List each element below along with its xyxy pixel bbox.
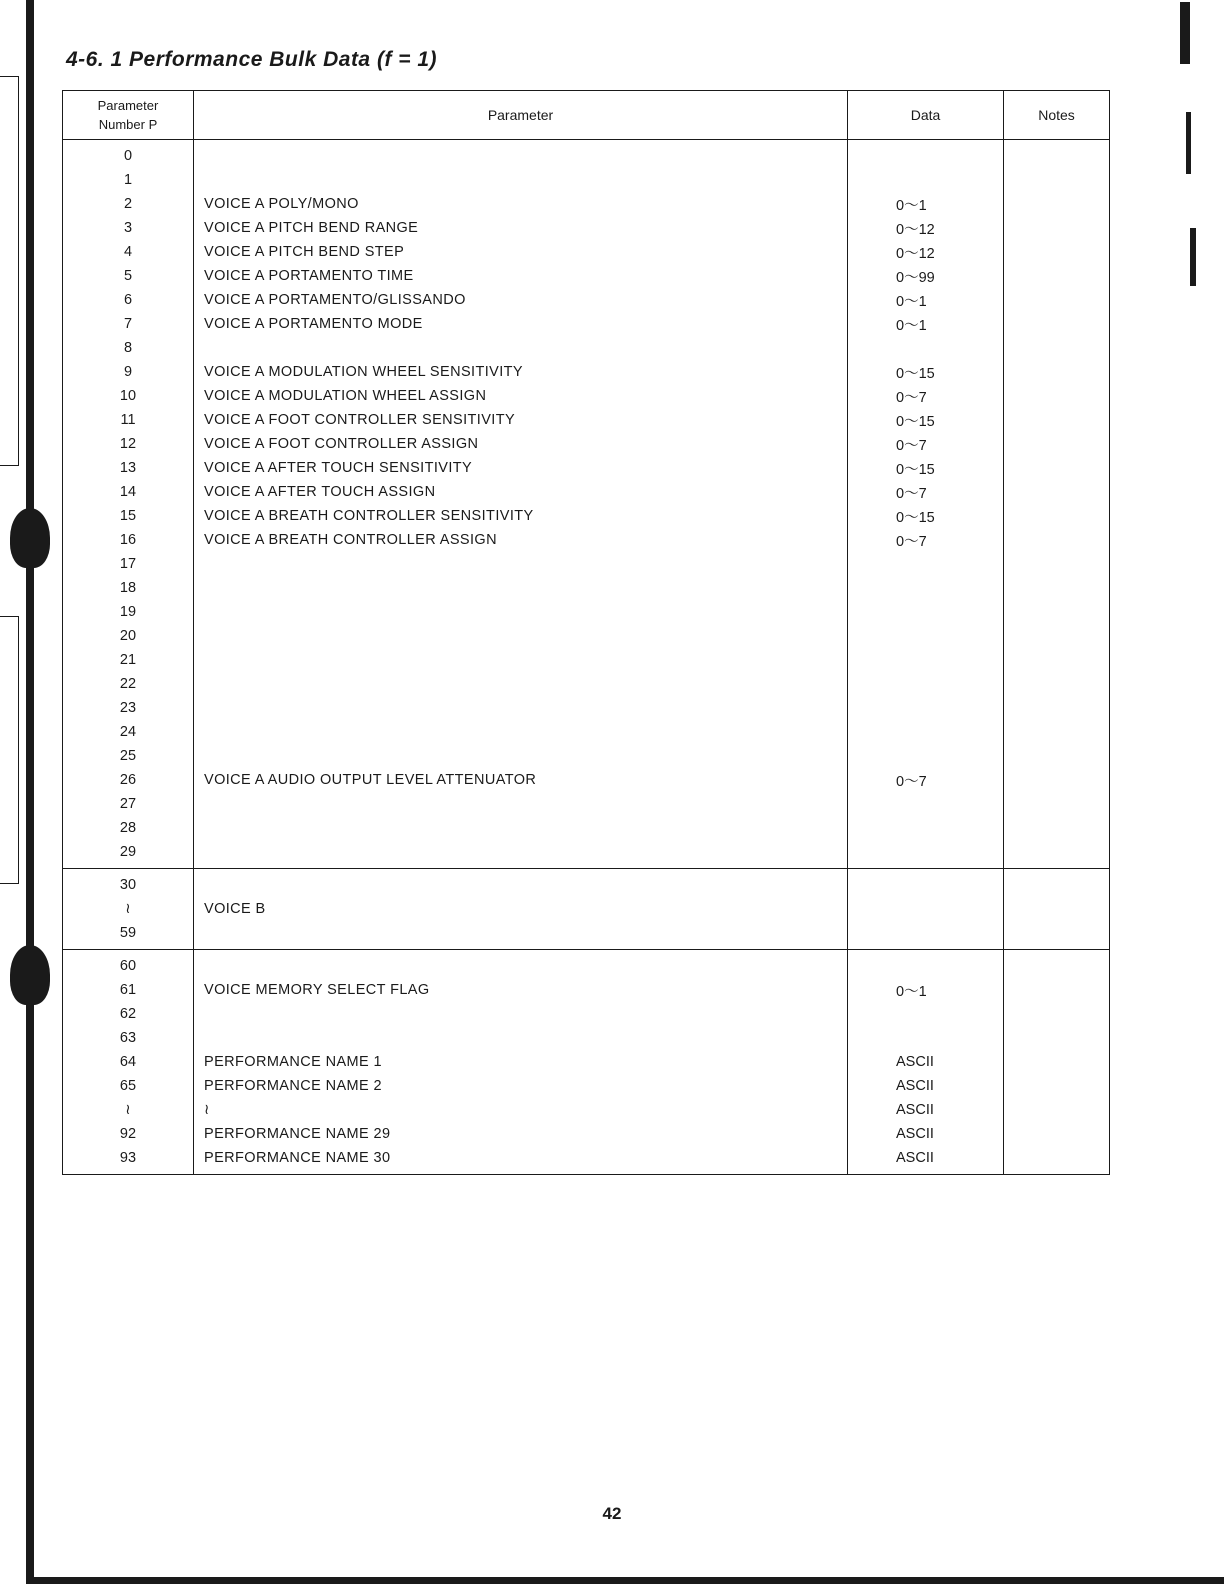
- table-cell-parameters: VOICE A BREATH CONTROLLER ASSIGN: [204, 532, 497, 548]
- table-cell-data: [848, 1002, 1003, 1026]
- table-cell-data: [848, 552, 1003, 576]
- table-cell-parameters: VOICE A PITCH BEND RANGE: [204, 220, 419, 236]
- table-cell-numbers: 13: [119, 460, 137, 476]
- right-margin-mark-1: [1180, 2, 1190, 64]
- table-cell-parameters: [194, 954, 847, 978]
- table-cell-data: [848, 720, 1003, 744]
- table-cell-numbers: 5: [123, 268, 133, 284]
- table-cell-numbers: 4: [123, 244, 133, 260]
- table-cell-parameters: VOICE A AFTER TOUCH SENSITIVITY: [204, 460, 473, 476]
- right-margin-mark-3: [1190, 228, 1196, 286]
- table-cell-numbers: 12: [119, 436, 137, 452]
- table-cell-data: 0～1: [896, 983, 927, 1000]
- table-cell-numbers: 59: [119, 925, 137, 941]
- table-cell-numbers: ≀: [125, 901, 131, 917]
- table-cell-numbers: 92: [119, 1126, 137, 1142]
- table-cell-numbers: 26: [119, 772, 137, 788]
- table-cell-parameters: [194, 744, 847, 768]
- table-cell-parameters: PERFORMANCE NAME 30: [204, 1150, 391, 1166]
- table-cell-data: 0～1: [896, 317, 927, 334]
- table-cell-parameters: VOICE A PORTAMENTO MODE: [204, 316, 423, 332]
- table-cell-data: 0～15: [896, 461, 935, 478]
- table-cell-parameters: [194, 168, 847, 192]
- table-cell-data: [848, 576, 1003, 600]
- table-cell-numbers: 8: [123, 340, 133, 356]
- table-cell-parameters: [194, 792, 847, 816]
- table-cell-parameters: [194, 921, 847, 945]
- table-cell-data: [848, 168, 1003, 192]
- voice-b-parameter-column: [194, 869, 848, 949]
- table-cell-parameters: VOICE MEMORY SELECT FLAG: [204, 982, 430, 998]
- table-cell-parameters: VOICE A FOOT CONTROLLER SENSITIVITY: [204, 412, 516, 428]
- table-cell-data: 0～7: [896, 389, 927, 406]
- table-cell-parameters: [194, 576, 847, 600]
- voice-b-number-column: [63, 869, 194, 949]
- table-cell-data: 0～15: [896, 509, 935, 526]
- table-cell-numbers: 28: [119, 820, 137, 836]
- table-cell-data: 0～15: [896, 413, 935, 430]
- table-cell-numbers: 9: [123, 364, 133, 380]
- table-cell-numbers: 22: [119, 676, 137, 692]
- table-cell-data: [848, 954, 1003, 978]
- table-cell-numbers: 65: [119, 1078, 137, 1094]
- table-cell-data: ASCII: [896, 1126, 934, 1142]
- table-cell-data: 0～12: [896, 245, 935, 262]
- table-cell-numbers: 25: [119, 748, 137, 764]
- table-cell-numbers: 10: [119, 388, 137, 404]
- margin-bracket-upper: [0, 76, 19, 466]
- table-cell-data: ASCII: [896, 1054, 934, 1070]
- table-cell-numbers: 19: [119, 604, 137, 620]
- table-cell-numbers: 7: [123, 316, 133, 332]
- page-title: 4-6. 1 Performance Bulk Data (f = 1): [66, 48, 438, 71]
- header-parameter-number: [63, 91, 194, 139]
- table-cell-numbers: 24: [119, 724, 137, 740]
- table-cell-parameters: VOICE B: [204, 901, 266, 917]
- table-cell-data: 0～15: [896, 365, 935, 382]
- table-cell-numbers: 21: [119, 652, 137, 668]
- table-cell-data: [848, 336, 1003, 360]
- table-cell-data: 0～7: [896, 773, 927, 790]
- table-cell-parameters: [194, 1002, 847, 1026]
- table-cell-numbers: 62: [119, 1006, 137, 1022]
- table-cell-numbers: 1: [123, 172, 133, 188]
- table-cell-parameters: PERFORMANCE NAME 1: [204, 1054, 382, 1070]
- header-notes: Notes: [1038, 107, 1075, 123]
- table-cell-data: [848, 648, 1003, 672]
- binding-hole-upper: [10, 508, 50, 568]
- table-cell-data: [848, 696, 1003, 720]
- table-cell-data: 0～99: [896, 269, 935, 286]
- table-cell-parameters: ≀: [204, 1102, 210, 1118]
- table-cell-numbers: 3: [123, 220, 133, 236]
- table-cell-data: [848, 144, 1003, 168]
- header-parameter-number-line1: Parameter: [97, 98, 159, 113]
- header-parameter: Parameter: [194, 91, 848, 139]
- table-cell-numbers: 0: [123, 148, 133, 164]
- table-cell-numbers: 15: [119, 508, 137, 524]
- table-cell-parameters: [194, 696, 847, 720]
- table-cell-parameters: VOICE A PORTAMENTO/GLISSANDO: [204, 292, 466, 308]
- table-cell-parameters: [194, 336, 847, 360]
- table-cell-parameters: [194, 552, 847, 576]
- table-cell-numbers: 17: [119, 556, 137, 572]
- rest-notes-column: [1004, 950, 1109, 1174]
- table-cell-data: 0～7: [896, 437, 927, 454]
- table-cell-data: [848, 816, 1003, 840]
- table-cell-parameters: VOICE A FOOT CONTROLLER ASSIGN: [204, 436, 479, 452]
- table-cell-data: [848, 672, 1003, 696]
- table-cell-parameters: [194, 648, 847, 672]
- table-cell-parameters: VOICE A BREATH CONTROLLER SENSITIVITY: [204, 508, 534, 524]
- table-cell-parameters: [194, 1026, 847, 1050]
- table-cell-parameters: VOICE A PORTAMENTO TIME: [204, 268, 414, 284]
- table-cell-data: [848, 600, 1003, 624]
- table-cell-parameters: VOICE A PITCH BEND STEP: [204, 244, 405, 260]
- table-cell-data: 0～1: [896, 197, 927, 214]
- voice-a-parameter-column: [194, 140, 848, 868]
- table-cell-parameters: VOICE A POLY/MONO: [204, 196, 359, 212]
- voice-a-number-column: [63, 140, 194, 868]
- table-cell-data: 0～12: [896, 221, 935, 238]
- table-cell-numbers: 63: [119, 1030, 137, 1046]
- table-cell-data: 0～7: [896, 485, 927, 502]
- table-cell-numbers: 29: [119, 844, 137, 860]
- table-cell-data: 0～1: [896, 293, 927, 310]
- table-cell-numbers: ≀: [125, 1102, 131, 1118]
- table-cell-numbers: 14: [119, 484, 137, 500]
- table-cell-parameters: PERFORMANCE NAME 29: [204, 1126, 391, 1142]
- binding-hole-lower: [10, 945, 50, 1005]
- table-cell-data: [848, 897, 1003, 921]
- performance-bulk-data-table: [62, 90, 1110, 1175]
- table-cell-numbers: 18: [119, 580, 137, 596]
- table-cell-numbers: 27: [119, 796, 137, 812]
- binding-shadow: [26, 0, 34, 1584]
- table-cell-numbers: 23: [119, 700, 137, 716]
- table-cell-numbers: 16: [119, 532, 137, 548]
- page-number: 42: [602, 1504, 622, 1523]
- voice-b-data-column: [848, 869, 1004, 949]
- table-cell-data: ASCII: [896, 1102, 934, 1118]
- margin-bracket-lower: [0, 616, 19, 884]
- table-cell-parameters: VOICE A MODULATION WHEEL ASSIGN: [204, 388, 487, 404]
- table-cell-data: ASCII: [896, 1150, 934, 1166]
- table-cell-numbers: 11: [120, 412, 136, 428]
- rest-number-column: [63, 950, 194, 1174]
- table-cell-numbers: 20: [119, 628, 137, 644]
- header-data: Data: [848, 91, 1004, 139]
- table-cell-numbers: 64: [119, 1054, 137, 1070]
- table-cell-numbers: 30: [119, 877, 137, 893]
- table-cell-parameters: PERFORMANCE NAME 2: [204, 1078, 382, 1094]
- section-memory-and-name: [63, 950, 1109, 1174]
- table-cell-parameters: VOICE A AUDIO OUTPUT LEVEL ATTENUATOR: [204, 772, 537, 788]
- table-cell-data: [848, 624, 1003, 648]
- table-cell-numbers: 6: [123, 292, 133, 308]
- table-cell-parameters: [194, 873, 847, 897]
- table-cell-parameters: [194, 624, 847, 648]
- table-cell-data: [848, 873, 1003, 897]
- table-cell-numbers: 93: [119, 1150, 137, 1166]
- table-cell-numbers: 61: [119, 982, 137, 998]
- right-margin-mark-2: [1186, 112, 1191, 174]
- table-cell-data: [848, 1026, 1003, 1050]
- table-cell-parameters: [194, 720, 847, 744]
- section-voice-b: [63, 869, 1109, 950]
- voice-a-data-column: [848, 140, 1004, 868]
- table-cell-parameters: [194, 144, 847, 168]
- table-cell-data: [848, 921, 1003, 945]
- table-cell-data: [848, 744, 1003, 768]
- table-cell-parameters: VOICE A MODULATION WHEEL SENSITIVITY: [204, 364, 523, 380]
- table-cell-parameters: VOICE A AFTER TOUCH ASSIGN: [204, 484, 436, 500]
- table-cell-parameters: [194, 816, 847, 840]
- voice-b-notes-column: [1004, 869, 1109, 949]
- table-cell-numbers: 2: [123, 196, 133, 212]
- table-header: [63, 91, 1109, 140]
- table-cell-data: 0～7: [896, 533, 927, 550]
- voice-a-notes-column: [1004, 140, 1109, 868]
- rest-parameter-column: [194, 950, 848, 1174]
- table-cell-data: [848, 792, 1003, 816]
- section-voice-a: [63, 140, 1109, 869]
- table-cell-parameters: [194, 672, 847, 696]
- table-cell-data: [848, 840, 1003, 864]
- table-cell-data: ASCII: [896, 1078, 934, 1094]
- header-parameter-number-line2: Number P: [98, 117, 158, 132]
- rest-data-column: [848, 950, 1004, 1174]
- table-cell-numbers: 60: [119, 958, 137, 974]
- table-cell-parameters: [194, 840, 847, 864]
- page-bottom-edge: [30, 1577, 1224, 1584]
- table-cell-parameters: [194, 600, 847, 624]
